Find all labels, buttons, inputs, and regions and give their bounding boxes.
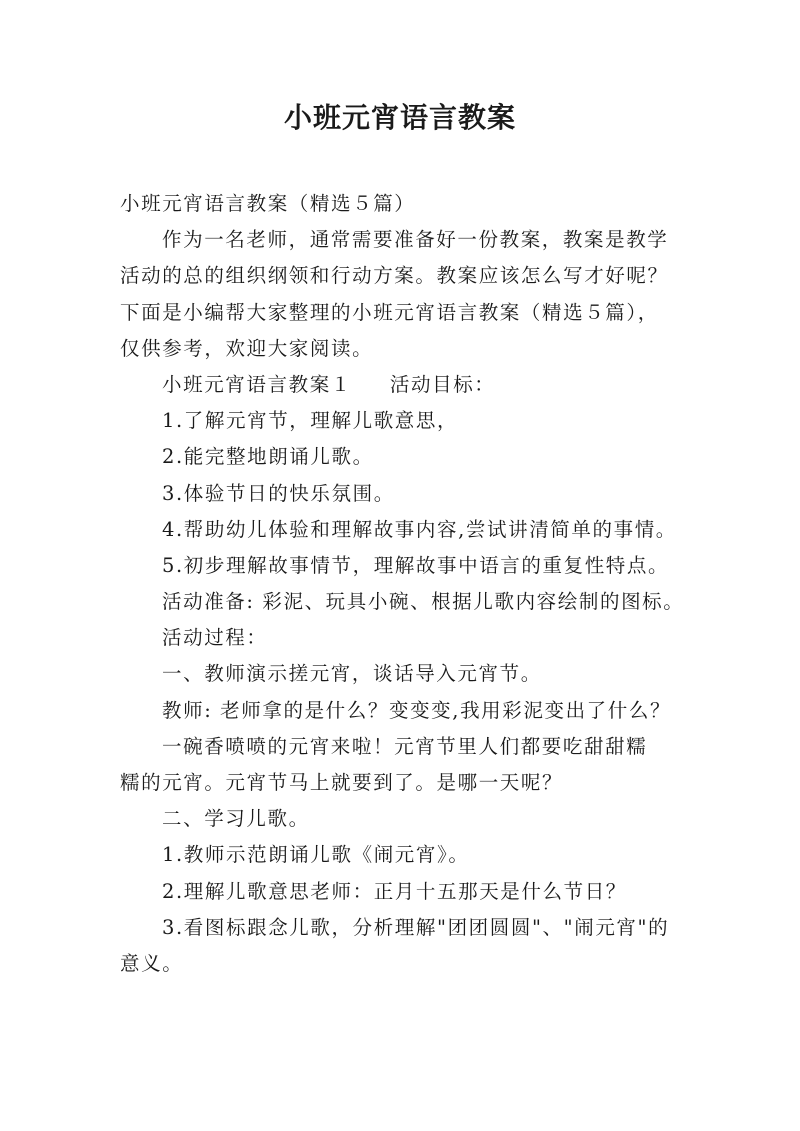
- goal-item: 5.初步理解故事情节，理解故事中语言的重复性特点。: [162, 553, 670, 577]
- process-label: 活动过程：: [162, 626, 268, 650]
- section-goal-label: 活动目标：: [389, 372, 496, 396]
- intro-line: 下面是小编帮大家整理的小班元宵语言教案（精选５篇），: [120, 300, 659, 324]
- final-line: 意义。: [120, 951, 184, 975]
- step-two-item: 2.理解儿歌意思老师：正月十五那天是什么节日？: [162, 879, 627, 903]
- section-heading-row: [120, 367, 700, 403]
- goal-item: 1.了解元宵节，理解儿歌意思，: [162, 409, 459, 433]
- document-body: [120, 186, 700, 982]
- intro-line: 活动的总的组织纲领和行动方案。教案应该怎么写才好呢？: [120, 264, 669, 288]
- goal-item: 3.体验节日的快乐氛围。: [162, 481, 395, 505]
- goal-item: 2.能完整地朗诵儿歌。: [162, 445, 374, 469]
- preparation-line: 活动准备: 彩泥、玩具小碗、根据儿歌内容绘制的图标。: [162, 590, 685, 614]
- bowl-line: 一碗香喷喷的元宵来啦！元宵节里人们都要吃甜甜糯: [162, 734, 648, 758]
- step-two-heading: 二、学习儿歌。: [162, 807, 310, 831]
- teacher-line: 教师: 老师拿的是什么？变变变,我用彩泥变出了什么？: [162, 698, 672, 722]
- intro-line: 仅供参考，欢迎大家阅读。: [120, 336, 374, 360]
- goal-item: 4.帮助幼儿体验和理解故事内容,尝试讲清简单的事情。: [162, 517, 677, 541]
- step-one-heading: 一、教师演示搓元宵，谈话导入元宵节。: [162, 662, 542, 686]
- final-line: 3.看图标跟念儿歌，分析理解"团团圆圆"、"闹元宵"的: [162, 915, 670, 939]
- document-subtitle: 小班元宵语言教案（精选５篇）: [120, 192, 416, 215]
- bowl-line: 糯的元宵。元宵节马上就要到了。是哪一天呢？: [120, 771, 564, 794]
- document-title: 小班元宵语言教案: [283, 101, 516, 134]
- section-heading: 小班元宵语言教案１: [162, 372, 352, 396]
- intro-line: 作为一名老师，通常需要准备好一份教案，教案是教学: [162, 228, 669, 252]
- step-two-item: 1.教师示范朗诵儿歌《闹元宵》。: [162, 843, 470, 867]
